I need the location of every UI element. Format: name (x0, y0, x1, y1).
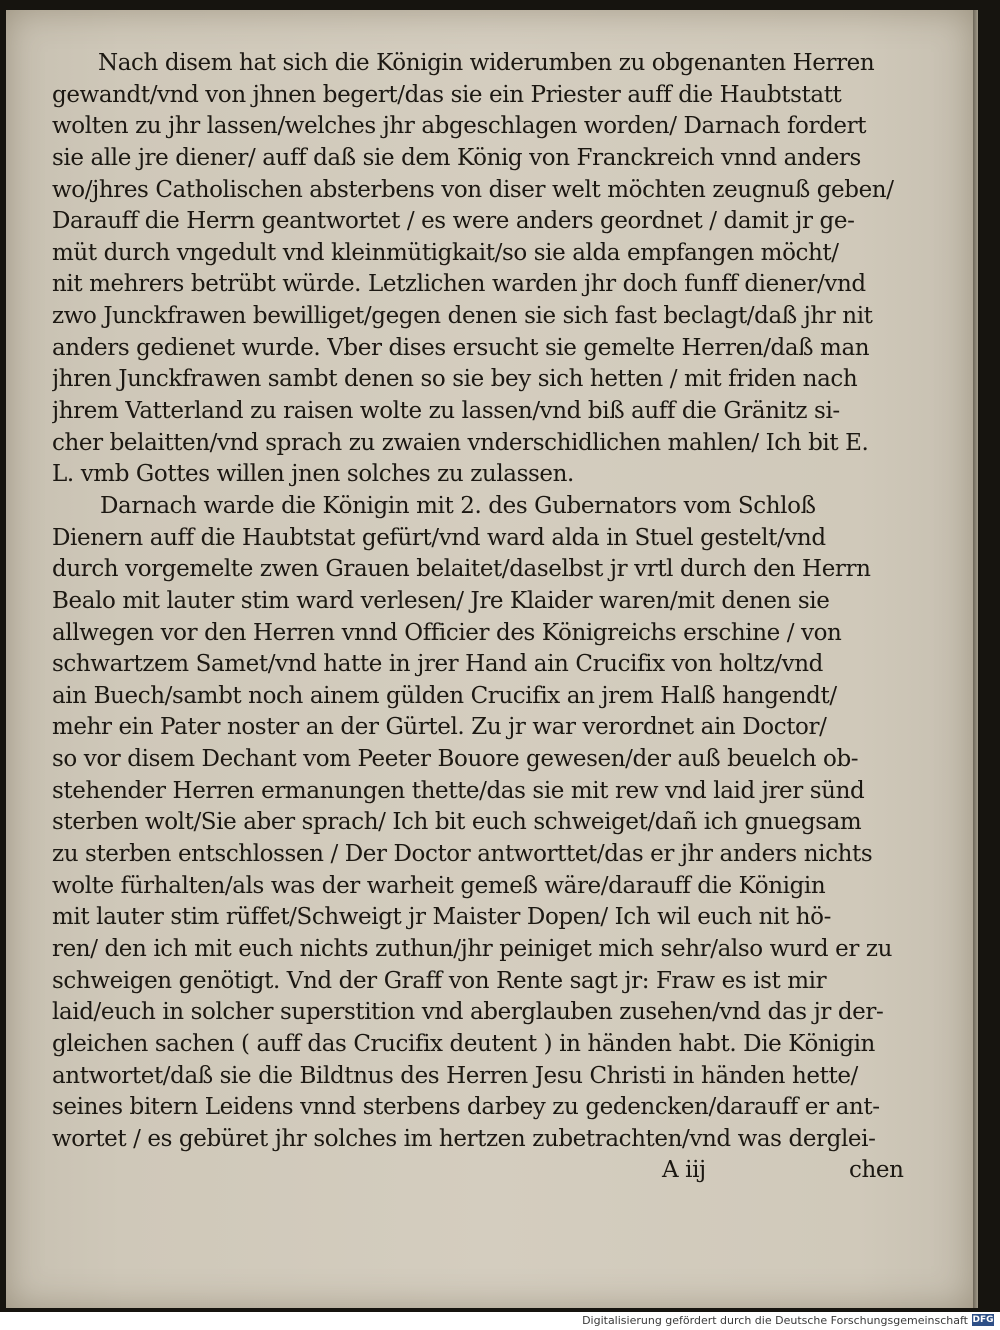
text-line: Darnach warde die Königin mit 2. des Gubernators vom Schloß (100, 492, 816, 519)
text-line: ain Buech/sambt noch ainem gülden Crucifix an jrem Halß hangendt/ (52, 682, 837, 709)
text-line: stehender Herren ermanungen thette/das sie mit rew vnd laid jrer sünd (52, 777, 865, 804)
text-line: wolte fürhalten/als was der warheit gemeß wäre/darauff die Königin (52, 872, 826, 899)
text-line: ren/ den ich mit euch nichts zuthun/jhr peiniget mich sehr/also wurd er zu (52, 935, 892, 962)
text-line: L. vmb Gottes willen jnen solches zu zulassen. (52, 461, 574, 488)
text-line: zu sterben entschlossen / Der Doctor antworttet/das er jhr anders nichts (52, 841, 873, 868)
text-line: durch vorgemelte zwen Grauen belaitet/daselbst jr vrtl durch den Herrn (52, 556, 871, 583)
page-text (52, 48, 902, 1187)
text-line: sie alle jre diener/ auff daß sie dem König von Franckreich vnnd anders (52, 144, 861, 171)
text-line: wo/jhres Catholischen absterbens von diser welt möchten zeugnuß geben/ (52, 176, 894, 203)
text-line: seines bitern Leidens vnnd sterbens darbey zu gedencken/darauff er ant- (52, 1094, 880, 1121)
text-line: antwortet/daß sie die Bildtnus des Herren Jesu Christi in händen hette/ (52, 1062, 858, 1089)
text-line: mehr ein Pater noster an der Gürtel. Zu jr war verordnet ain Doctor/ (52, 714, 827, 741)
text-line: Dienern auff die Haubtstat gefürt/vnd ward alda in Stuel gestelt/vnd (52, 524, 826, 551)
signature-mark: A iij (662, 1157, 706, 1184)
catchword: chen (849, 1157, 904, 1184)
text-line: müt durch vngedult vnd kleinmütigkait/so sie alda empfangen möcht/ (52, 239, 839, 266)
page-edge (973, 10, 978, 1308)
text-line: allwegen vor den Herren vnnd Officier des Königreichs erschine / von (52, 619, 842, 646)
text-line: Darauff die Herrn geantwortet / es were anders geordnet / damit jr ge- (52, 208, 855, 235)
text-line: gewandt/vnd von jhnen begert/das sie ein Priester auff die Haubtstatt (52, 81, 842, 108)
text-line: mit lauter stim rüffet/Schweigt jr Maister Dopen/ Ich wil euch nit hö- (52, 904, 831, 931)
text-line: jhrem Vatterland zu raisen wolte zu lassen/vnd biß auff die Gränitz si- (52, 398, 840, 425)
text-line: so vor disem Dechant vom Peeter Bouore gewesen/der auß beuelch ob- (52, 746, 859, 773)
text-line: schweigen genötigt. Vnd der Graff von Rente sagt jr: Fraw es ist mir (52, 967, 827, 994)
text-line: schwartzem Samet/vnd hatte in jrer Hand ain Crucifix von holtz/vnd (52, 651, 823, 678)
text-line: wolten zu jhr lassen/welches jhr abgeschlagen worden/ Darnach fordert (52, 113, 867, 140)
text-line: jhren Junckfrawen sambt denen so sie bey sich hetten / mit friden nach (52, 366, 858, 393)
text-line: gleichen sachen ( auff das Crucifix deutent ) in händen habt. Die Königin (52, 1030, 875, 1057)
text-line: nit mehrers betrübt würde. Letzlichen warden jhr doch funff diener/vnd (52, 271, 866, 298)
text-line: cher belaitten/vnd sprach zu zwaien vnderschidlichen mahlen/ Ich bit E. (52, 429, 869, 456)
text-line: sterben wolt/Sie aber sprach/ Ich bit euch schweiget/dañ ich gnuegsam (52, 809, 862, 836)
text-line: zwo Junckfrawen bewilliget/gegen denen sie sich fast beclagt/daß jhr nit (52, 303, 873, 330)
footer-bar (0, 1312, 1000, 1330)
funding-credit: Digitalisierung gefördert durch die Deutsche Forschungsgemeinschaft (582, 1314, 968, 1327)
text-line: wortet / es gebüret jhr solches im hertzen zubetrachten/vnd was derglei- (52, 1125, 876, 1152)
dfg-logo: DFG (972, 1315, 994, 1325)
signature-row (52, 1155, 902, 1187)
text-line: Nach disem hat sich die Königin widerumben zu obgenanten Herren (98, 50, 875, 76)
text-line: anders gedienet wurde. Vber dises ersucht sie gemelte Herren/daß man (52, 334, 870, 361)
text-line: Bealo mit lauter stim ward verlesen/ Jre Klaider waren/mit denen sie (52, 587, 830, 614)
text-line: laid/euch in solcher superstition vnd aberglauben zusehen/vnd das jr der- (52, 999, 884, 1026)
